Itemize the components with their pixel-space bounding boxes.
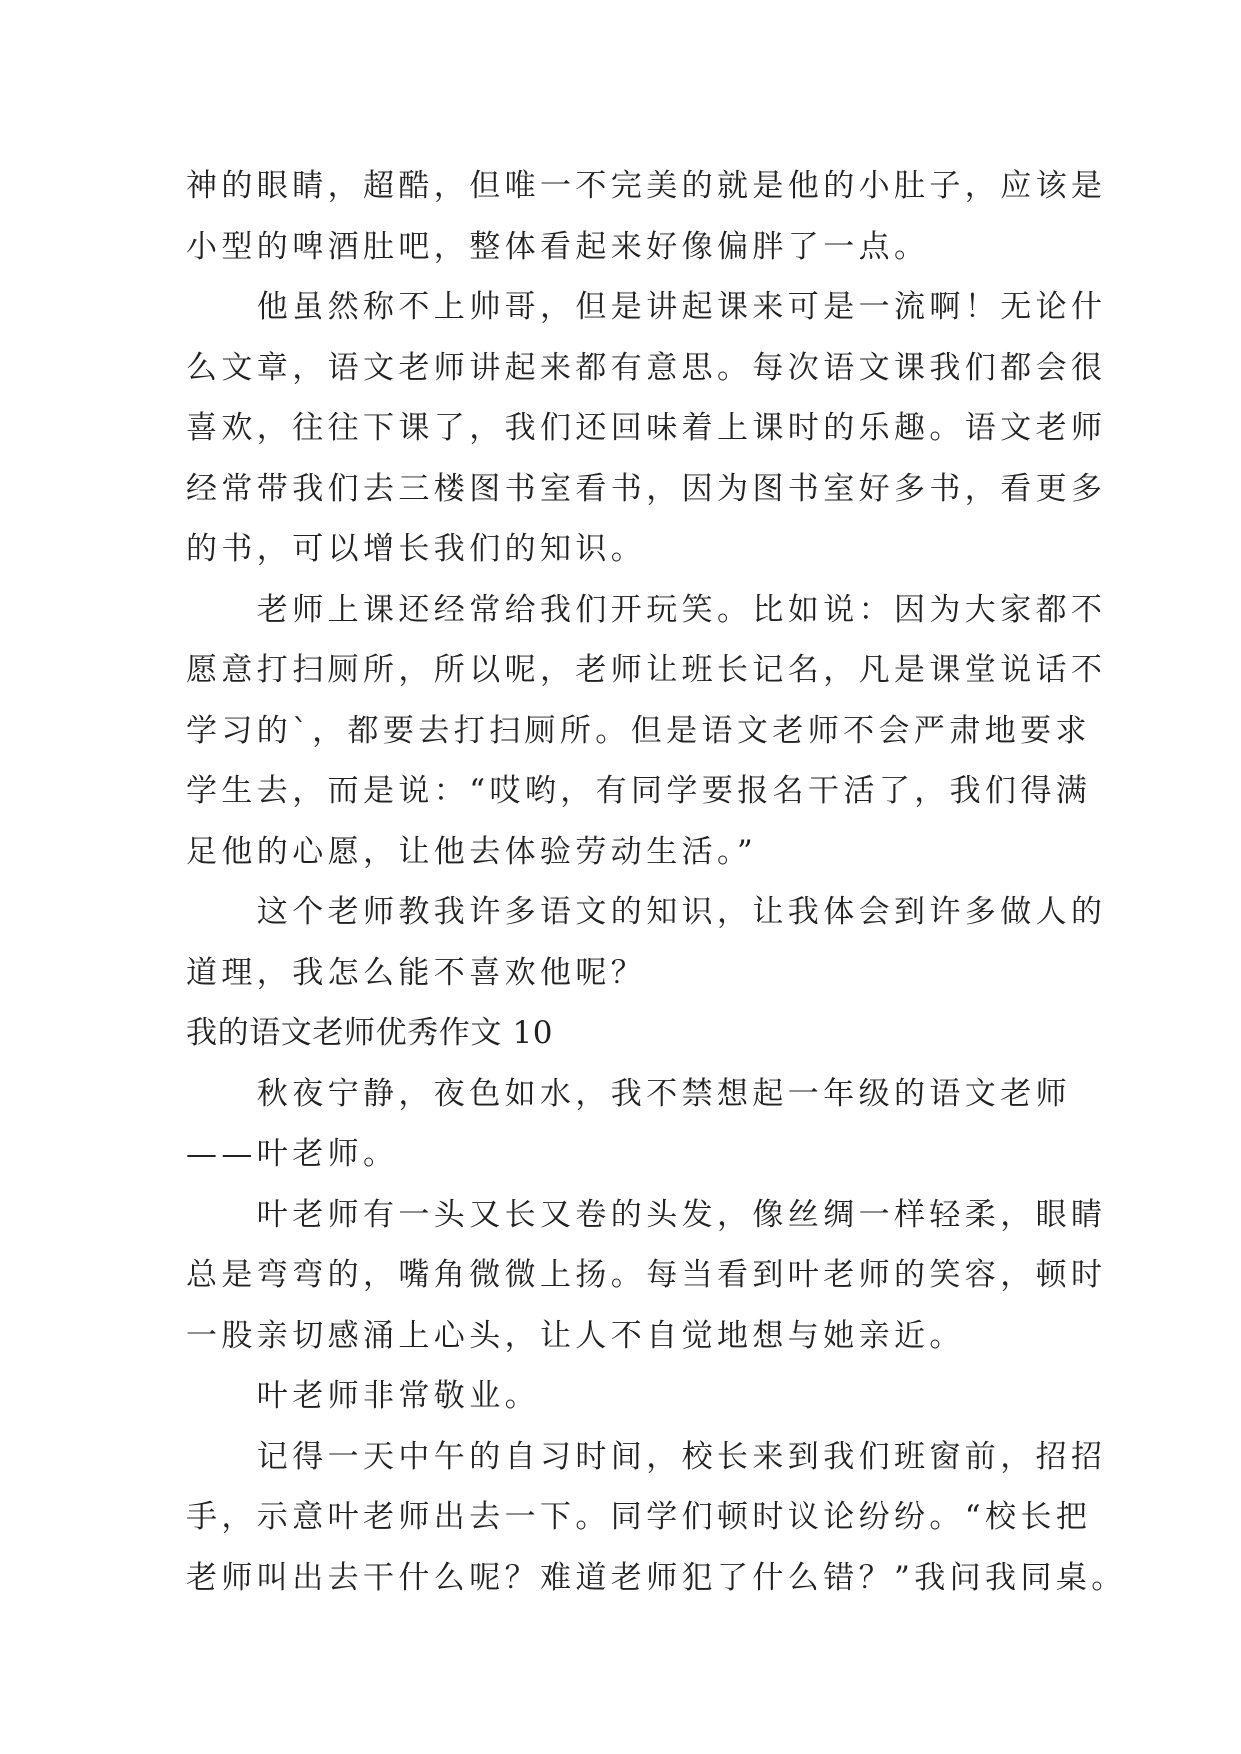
- text-line: 愿意打扫厕所，所以呢，老师让班长记名，凡是课堂说话不: [186, 652, 1107, 688]
- text-line: 学习的`，都要去打扫厕所。但是语文老师不会严肃地要求: [186, 712, 1091, 749]
- text-line: 神的眼睛，超酷，但唯一不完美的就是他的小肚子，应该是: [186, 168, 1107, 204]
- text-line: 这个老师教我许多语文的知识，让我体会到许多做人的: [186, 894, 1107, 930]
- text-line: 的书，可以增长我们的知识。: [186, 531, 647, 567]
- text-line: 手，示意叶老师出去一下。同学们顿时议论纷纷。“校长把: [186, 1499, 1092, 1535]
- document-body: [186, 156, 1127, 1608]
- text-line: 老师上课还经常给我们开玩笑。比如说：因为大家都不: [186, 591, 1107, 628]
- text-line: 秋夜宁静，夜色如水，我不禁想起一年级的语文老师: [186, 1075, 1071, 1112]
- text-line: 小型的啤酒肚吧，整体看起来好像偏胖了一点。: [186, 228, 930, 265]
- text-line: ——叶老师。: [186, 1136, 399, 1172]
- text-line: 足他的心愿，让他去体验劳动生活。”: [186, 833, 758, 870]
- text-line: 总是弯弯的，嘴角微微上扬。每当看到叶老师的笑容，顿时: [186, 1257, 1107, 1293]
- text-line: 经常带我们去三楼图书室看书，因为图书室好多书，看更多: [186, 470, 1107, 507]
- text-line: 学生去，而是说：“哎哟，有同学要报名干活了，我们得满: [186, 773, 1092, 809]
- text-line: 叶老师有一头又长又卷的头发，像丝绸一样轻柔，眼睛: [186, 1196, 1107, 1233]
- section-heading: 我的语文老师优秀作文 10: [186, 1015, 554, 1051]
- text-line: 么文章，语文老师讲起来都有意思。每次语文课我们都会很: [186, 349, 1107, 386]
- text-line: 记得一天中午的自习时间，校长来到我们班窗前，招招: [186, 1438, 1107, 1475]
- text-line: 老师叫出去干什么呢？难道老师犯了什么错？”我问我同桌。: [186, 1559, 1127, 1596]
- text-line: 他虽然称不上帅哥，但是讲起课来可是一流啊！无论什: [186, 289, 1107, 325]
- text-line: 一股亲切感涌上心头，让人不自觉地想与她亲近。: [186, 1317, 965, 1354]
- text-line: 叶老师非常敬业。: [186, 1378, 540, 1414]
- text-line: 喜欢，往往下课了，我们还回味着上课时的乐趣。语文老师: [186, 410, 1107, 446]
- text-line: 道理，我怎么能不喜欢他呢？: [186, 954, 647, 991]
